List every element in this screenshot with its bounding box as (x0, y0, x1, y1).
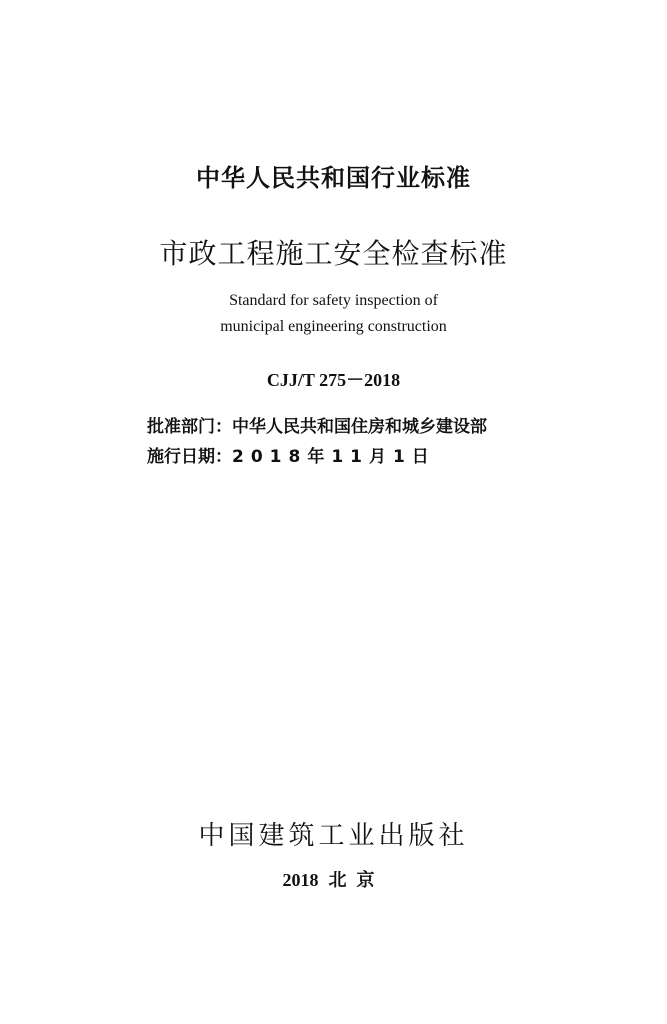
publisher-name: 中国建筑工业出版社 (198, 821, 469, 851)
document-title-english-line1: Standard for safety inspection of (229, 292, 438, 309)
standard-code: CJJ/T 275－2018 (266, 370, 401, 390)
publication-year: 2018 (282, 870, 319, 890)
approval-value: 中华人民共和国住房和城乡建设部 (232, 417, 487, 437)
publication-place (0, 866, 667, 892)
document-title-english-line2: municipal engineering construction (220, 318, 447, 335)
document-title-chinese: 市政工程施工安全检查标准 (159, 237, 508, 270)
effective-value: 2018年11月1日 (232, 447, 436, 467)
approval-label: 批准部门： (147, 417, 232, 437)
publication-city: 北京 (328, 870, 385, 891)
effective-label: 施行日期： (147, 447, 232, 467)
standard-series-heading: 中华人民共和国行业标准 (196, 164, 471, 192)
approval-department (147, 412, 547, 437)
effective-date (147, 442, 547, 467)
